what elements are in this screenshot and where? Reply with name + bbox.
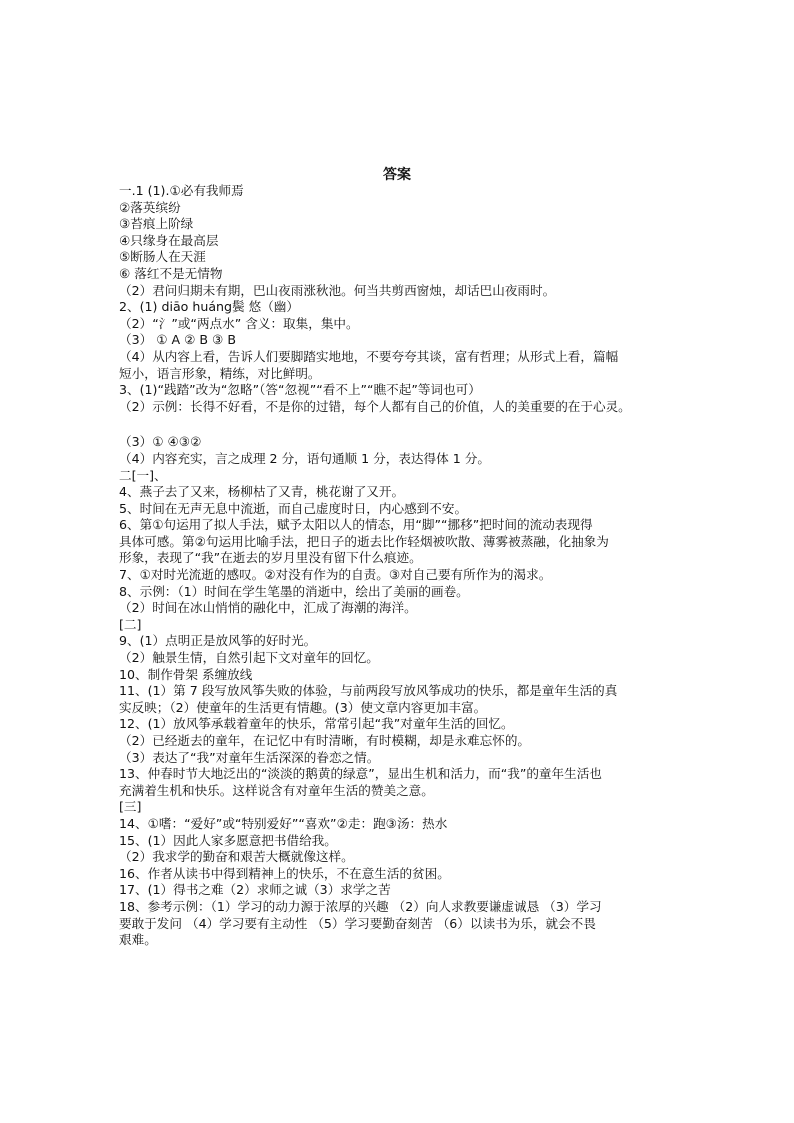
section-heading: [三] xyxy=(119,799,142,815)
answer-line: ⑥ 落红不是无情物 xyxy=(119,265,223,281)
answer-line: （4）内容充实，言之成理 2 分，语句通顺 1 分，表达得体 1 分。 xyxy=(119,450,490,466)
answer-line: 短小，语言形象，精练，对比鲜明。 xyxy=(119,365,321,381)
answer-content xyxy=(119,183,679,949)
answer-line: 实反映；（2）使童年的生活更有情趣。(3）使文章内容更加丰富。 xyxy=(119,699,487,715)
answer-line: 6、第①句运用了拟人手法，赋予太阳以人的情态，用“脚”“挪移”把时间的流动表现得 xyxy=(119,517,593,533)
answer-line: （2）已经逝去的童年，在记忆中有时清晰，有时模糊，却是永难忘怀的。 xyxy=(119,733,531,748)
answer-line: 一.1 (1).①必有我师焉 xyxy=(119,183,244,198)
answer-line: 10、制作骨架 系缠放线 xyxy=(119,666,253,682)
answer-line: 具体可感。第②句运用比喻手法，把日子的逝去比作轻烟被吹散、薄雾被蒸融，化抽象为 xyxy=(119,533,609,549)
answer-line: 15、(1）因此人家多愿意把书借给我。 xyxy=(119,832,337,848)
answer-line: 18、参考示例：（1）学习的动力源于浓厚的兴趣 （2）向人求教要谦虚诚恳 （3）学习 xyxy=(119,898,602,914)
section-heading: [二] xyxy=(119,616,142,632)
answer-line: 7、①对时光流逝的感叹。②对没有作为的自责。③对自己要有所作为的渴求。 xyxy=(119,567,552,583)
answer-line: （3）① ④③② xyxy=(119,434,202,450)
answer-line: （2）君问归期未有期，巴山夜雨涨秋池。何当共剪西窗烛，却话巴山夜雨时。 xyxy=(119,282,556,298)
answer-line: （2）触景生情，自然引起下文对童年的回忆。 xyxy=(119,650,379,666)
answer-line: 11、(1）第 7 段写放风筝失败的体验，与前两段写放风筝成功的快乐，都是童年生活的真 xyxy=(119,683,618,699)
answer-line: 充满着生机和快乐。这样说含有对童年生活的赞美之意。 xyxy=(119,782,434,798)
blank-spacer xyxy=(119,415,679,434)
answer-line: 17、(1）得书之难（2）求师之诚（3）求学之苦 xyxy=(119,882,391,898)
section-heading: 二[一]、 xyxy=(119,467,167,483)
page-title: 答案 xyxy=(383,167,411,183)
answer-line: 艰难。 xyxy=(119,932,157,948)
answer-line: （4）从内容上看，告诉人们要脚踏实地地，不要夸夸其谈，富有哲理；从形式上看，篇幅 xyxy=(119,348,619,364)
answer-line: 13、仲春时节大地泛出的“淡淡的鹅黄的绿意”，显出生机和活力，而“我”的童年生活也 xyxy=(119,766,602,782)
answer-line: 9、(1）点明正是放风筝的好时光。 xyxy=(119,633,317,649)
answer-line: 4、燕子去了又来，杨柳枯了又青，桃花谢了又开。 xyxy=(119,484,405,500)
answer-line: （3）表达了“我”对童年生活深深的眷恋之情。 xyxy=(119,749,380,765)
answer-line: 要敢于发问 （4）学习要有主动性 （5）学习要勤奋刻苦 （6）以读书为乐，就会不畏 xyxy=(119,915,596,931)
answer-line: 形象，表现了“我”在逝去的岁月里没有留下什么痕迹。 xyxy=(119,550,422,566)
answer-line: ⑤断肠人在天涯 xyxy=(119,249,206,265)
answer-line: 8、示例：（1）时间在学生笔墨的消逝中，绘出了美丽的画卷。 xyxy=(119,583,469,599)
answer-line: （2）“氵”或“两点水” 含义：取集，集中。 xyxy=(119,315,359,331)
answer-line: 5、时间在无声无息中流逝，而自己虚度时日，内心感到不安。 xyxy=(119,500,468,516)
answer-line: （2）示例：长得不好看，不是你的过错，每个人都有自己的价值，人的美重要的在于心灵。 xyxy=(119,398,631,414)
answer-line: 3、(1)“践踏”改为“忽略”（答“忽视”“看不上”“瞧不起”等词也可） xyxy=(119,382,481,398)
answer-line: 14、①嗜：“爱好”或“特别爱好”“喜欢”②走：跑③汤：热水 xyxy=(119,815,448,831)
answer-line: ③苔痕上阶绿 xyxy=(119,216,194,232)
answer-line: （2）时间在冰山悄悄的融化中，汇成了海潮的海洋。 xyxy=(119,600,417,616)
answer-line: 2、(1) diāo huáng鬓 悠（幽） xyxy=(119,299,299,315)
answer-line: ④只缘身在最高层 xyxy=(119,232,219,248)
answer-line: （3） ① A ② B ③ B xyxy=(119,332,236,348)
answer-line: （2）我求学的勤奋和艰苦大概就像这样。 xyxy=(119,849,354,865)
answer-line: ②落英缤纷 xyxy=(119,199,181,215)
answer-line: 12、(1）放风筝承载着童年的快乐，常常引起“我”对童年生活的回忆。 xyxy=(119,716,514,732)
answer-line: 16、作者从读书中得到精神上的快乐，不在意生活的贫困。 xyxy=(119,865,450,881)
